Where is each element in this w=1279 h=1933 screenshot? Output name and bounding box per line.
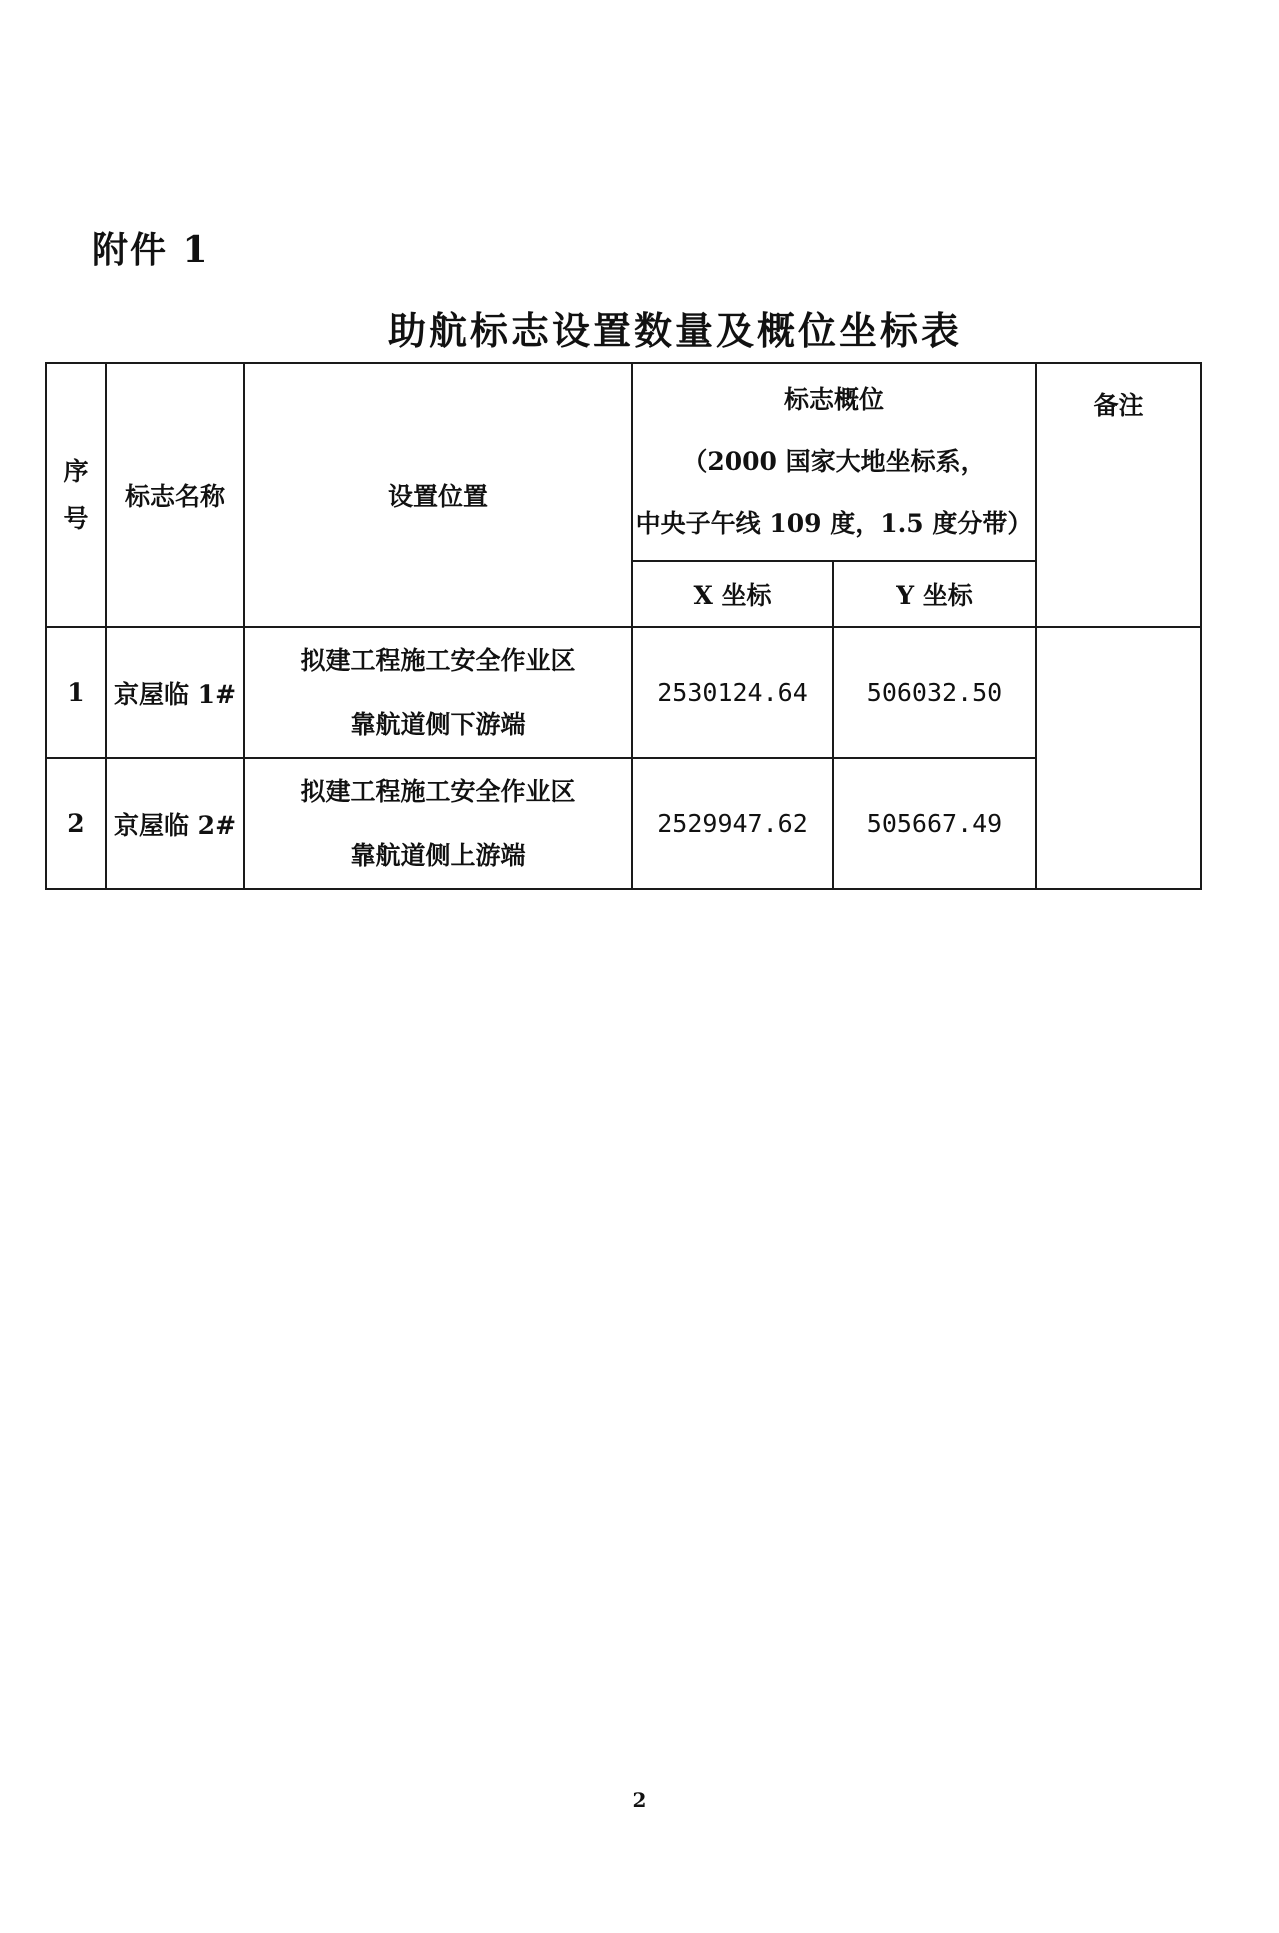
row-location — [244, 758, 632, 889]
header-x — [632, 561, 833, 627]
row-location — [244, 627, 632, 758]
table-row — [46, 627, 1201, 758]
header-x-label: X 坐标 — [693, 581, 772, 610]
header-location-label: 设置位置 — [387, 482, 488, 511]
header-seq — [46, 363, 106, 627]
header-position — [632, 363, 1036, 561]
row-remarks — [1036, 627, 1201, 889]
row-y-coordinate: 505667.49 — [833, 758, 1036, 889]
document-title: 助航标志设置数量及概位坐标表 — [387, 308, 962, 353]
header-position-title: 标志概位 — [784, 385, 885, 414]
page-number: 2 — [632, 1788, 647, 1812]
header-remarks-label: 备注 — [1093, 391, 1144, 420]
row-y-coordinate: 506032.50 — [833, 627, 1036, 758]
row-name: 京屋临 1# — [106, 627, 244, 758]
header-y-label: Y 坐标 — [896, 581, 973, 610]
header-position-meridian: 中央子午线 109 度，1.5 度分带） — [635, 509, 1033, 538]
row-seq: 2 — [46, 758, 106, 889]
header-seq-label: 序号 — [63, 456, 89, 533]
row-x-coordinate: 2530124.64 — [632, 627, 833, 758]
table-row — [46, 758, 1201, 889]
header-name — [106, 363, 244, 627]
header-location — [244, 363, 632, 627]
header-y — [833, 561, 1036, 627]
row-location-line2: 靠航道侧上游端 — [350, 840, 526, 870]
header-position-crs: （2000 国家大地坐标系， — [682, 447, 986, 476]
row-seq: 1 — [46, 627, 106, 758]
header-remarks — [1036, 363, 1201, 627]
row-name: 京屋临 2# — [106, 758, 244, 889]
row-location-line1: 拟建工程施工安全作业区 — [300, 776, 576, 806]
attachment-label: 附件 1 — [92, 229, 210, 271]
header-name-label: 标志名称 — [124, 482, 225, 511]
row-location-line2: 靠航道侧下游端 — [350, 709, 526, 739]
row-x-coordinate: 2529947.62 — [632, 758, 833, 889]
row-location-line1: 拟建工程施工安全作业区 — [300, 645, 576, 675]
coordinate-table — [45, 362, 1202, 890]
